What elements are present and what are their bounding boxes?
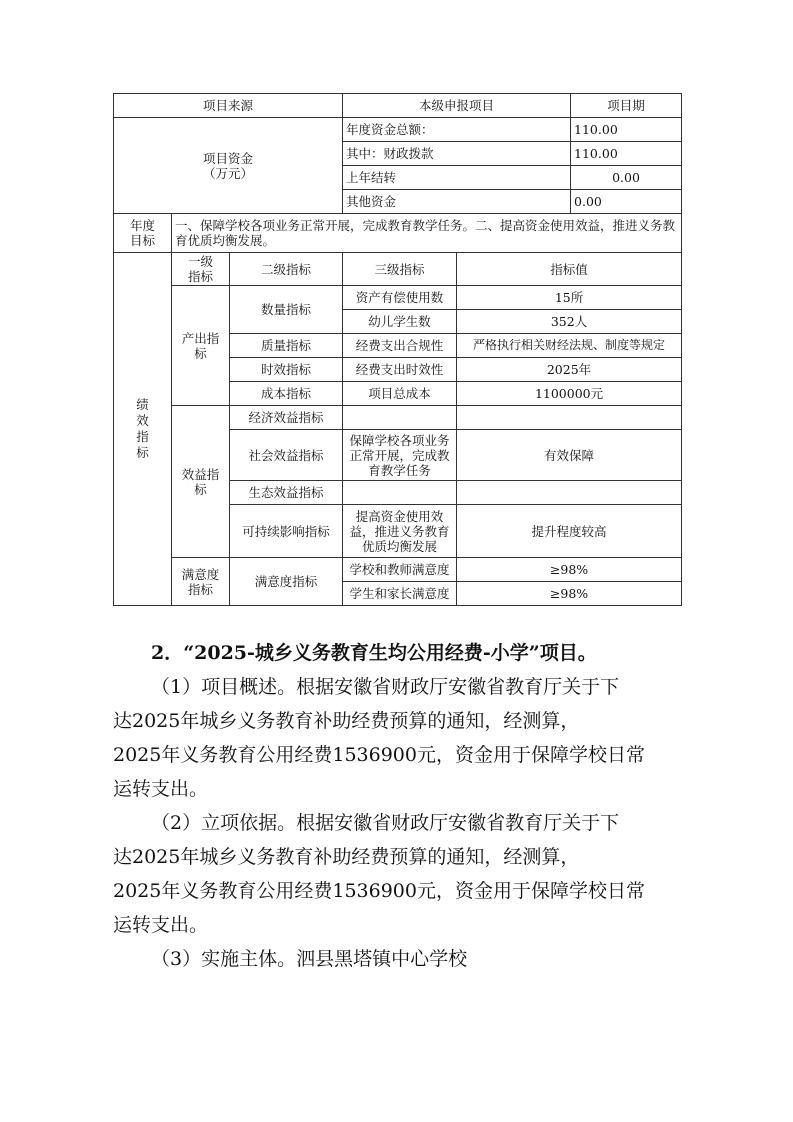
parent-satisfaction-label: 学生和家长满意度 bbox=[343, 582, 457, 606]
timeliness-label: 经费支出时效性 bbox=[343, 358, 457, 382]
fiscal-label: 其中：财政拨款 bbox=[343, 142, 571, 166]
paragraph-line: （3）实施主体。泗县黑塔镇中心学校 bbox=[151, 948, 468, 970]
kids-label: 幼儿学生数 bbox=[343, 310, 457, 334]
annual-goal-text: 一、保障学校各项业务正常开展，完成教育教学任务。二、提高资金使用效益，推进义务教育优质均衡发展。 bbox=[172, 214, 682, 253]
timeliness-value: 2025年 bbox=[457, 358, 682, 382]
performance-table bbox=[113, 93, 682, 606]
sustain-indicator: 可持续影响指标 bbox=[230, 505, 343, 558]
table-row bbox=[114, 253, 682, 286]
assets-value: 15所 bbox=[457, 286, 682, 310]
compliance-label: 经费支出合规性 bbox=[343, 334, 457, 358]
assets-label: 资产有偿使用数 bbox=[343, 286, 457, 310]
paragraph-line: （1）项目概述。根据安徽省财政厅安徽省教育厅关于下 bbox=[151, 676, 620, 698]
other-funds-label: 其他资金 bbox=[343, 190, 571, 214]
paragraph-line: 2025年义务教育公用经费1536900元，资金用于保障学校日常 bbox=[113, 744, 645, 766]
compliance-value: 严格执行相关财经法规、制度等规定 bbox=[457, 334, 682, 358]
teacher-satisfaction-label: 学校和教师满意度 bbox=[343, 558, 457, 582]
economic-indicator: 经济效益指标 bbox=[230, 406, 343, 430]
header-level3: 三级指标 bbox=[343, 253, 457, 286]
quantity-indicator: 数量指标 bbox=[230, 286, 343, 334]
ecological-indicator: 生态效益指标 bbox=[230, 481, 343, 505]
table-row bbox=[114, 214, 682, 253]
table-row bbox=[114, 286, 682, 310]
carryover-label: 上年结转 bbox=[343, 166, 571, 190]
paragraph-line: 达2025年城乡义务教育补助经费预算的通知，经测算， bbox=[113, 710, 580, 732]
document-body bbox=[113, 636, 683, 976]
performance-label: 绩 效 指 标 bbox=[114, 253, 172, 606]
other-funds-value: 0.00 bbox=[571, 190, 682, 214]
social-indicator: 社会效益指标 bbox=[230, 430, 343, 481]
header-level1: 一级 指标 bbox=[172, 253, 230, 286]
funds-label: 项目资金 （万元） bbox=[114, 118, 343, 214]
social-label: 保障学校各项业务正常开展，完成教育教学任务 bbox=[343, 430, 457, 481]
table-row bbox=[114, 94, 682, 118]
project-heading: 2．“2025-城乡义务教育生均公用经费-小学”项目。 bbox=[151, 642, 597, 664]
satisfaction-indicator-label: 满意度 指标 bbox=[172, 558, 230, 606]
annual-goal-label: 年度 目标 bbox=[114, 214, 172, 253]
sustain-value: 提升程度较高 bbox=[457, 505, 682, 558]
teacher-satisfaction-value: ≥98% bbox=[457, 558, 682, 582]
header-value: 指标值 bbox=[457, 253, 682, 286]
parent-satisfaction-value: ≥98% bbox=[457, 582, 682, 606]
cost-value: 1100000元 bbox=[457, 382, 682, 406]
timeliness-indicator: 时效指标 bbox=[230, 358, 343, 382]
quality-indicator: 质量指标 bbox=[230, 334, 343, 358]
social-value: 有效保障 bbox=[457, 430, 682, 481]
paragraph-line: 2025年义务教育公用经费1536900元，资金用于保障学校日常 bbox=[113, 880, 645, 902]
source-value: 本级申报项目 bbox=[343, 94, 571, 118]
annual-total-label: 年度资金总额： bbox=[343, 118, 571, 142]
kids-value: 352人 bbox=[457, 310, 682, 334]
table-row bbox=[114, 558, 682, 582]
sustain-label: 提高资金使用效益，推进义务教育优质均衡发展 bbox=[343, 505, 457, 558]
carryover-value: 0.00 bbox=[571, 166, 682, 190]
table-row bbox=[114, 406, 682, 430]
paragraph-line: （2）立项依据。根据安徽省财政厅安徽省教育厅关于下 bbox=[151, 812, 620, 834]
annual-total-value: 110.00 bbox=[571, 118, 682, 142]
output-indicator-label: 产出指 标 bbox=[172, 286, 230, 406]
table-row bbox=[114, 118, 682, 142]
period-label: 项目期 bbox=[571, 94, 682, 118]
benefit-indicator-label: 效益指 标 bbox=[172, 406, 230, 558]
header-level2: 二级指标 bbox=[230, 253, 343, 286]
fiscal-value: 110.00 bbox=[571, 142, 682, 166]
paragraph-line: 运转支出。 bbox=[113, 914, 209, 936]
cost-indicator: 成本指标 bbox=[230, 382, 343, 406]
satisfaction-indicator: 满意度指标 bbox=[230, 558, 343, 606]
source-label: 项目来源 bbox=[114, 94, 343, 118]
cost-label: 项目总成本 bbox=[343, 382, 457, 406]
paragraph-line: 运转支出。 bbox=[113, 778, 209, 800]
paragraph-line: 达2025年城乡义务教育补助经费预算的通知，经测算， bbox=[113, 846, 580, 868]
